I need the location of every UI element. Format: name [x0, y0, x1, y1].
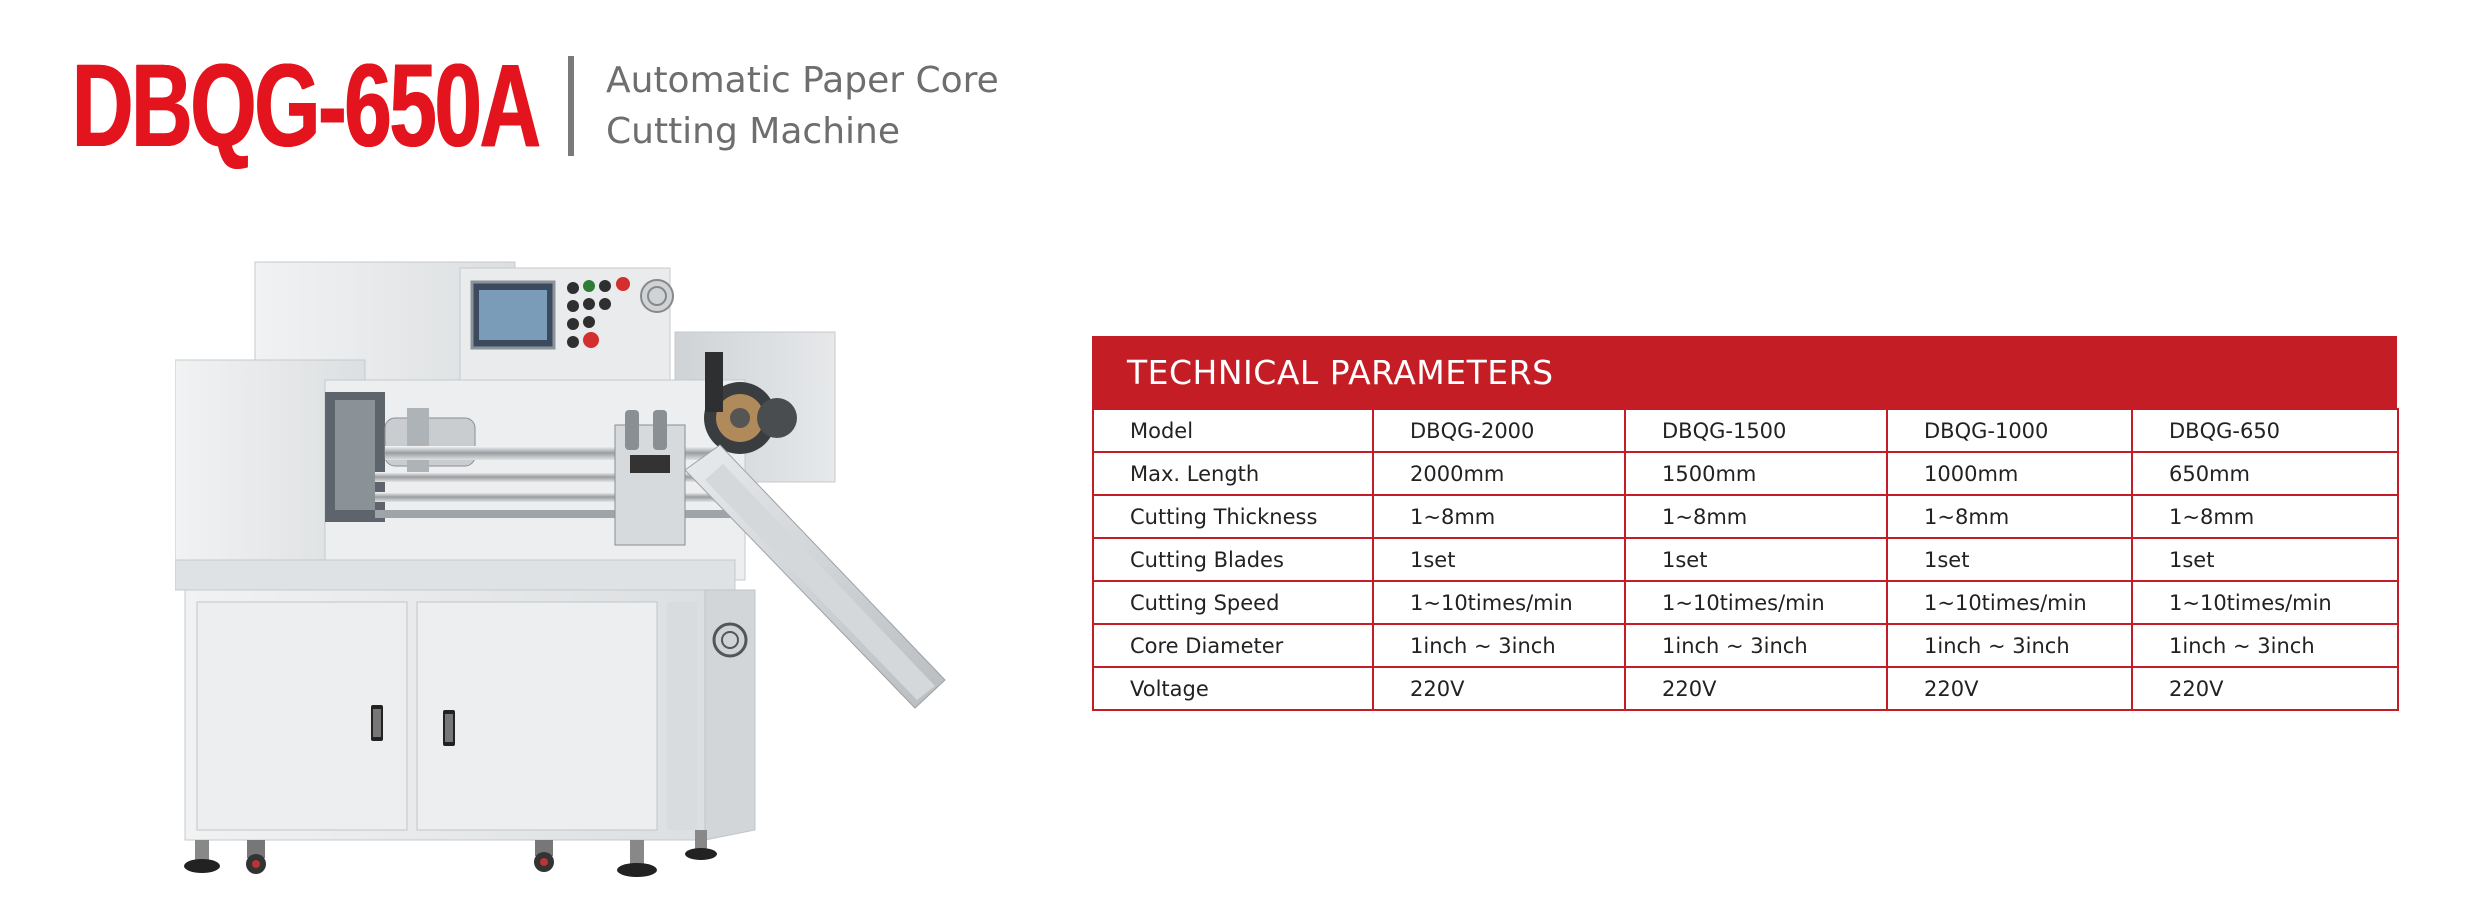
table-cell: 1~10times/min	[1887, 581, 2132, 624]
table-cell: 2000mm	[1373, 452, 1625, 495]
row-label-cutting-speed: Cutting Speed	[1093, 581, 1373, 624]
table-cell: 1~8mm	[2132, 495, 2398, 538]
row-label-model: Model	[1093, 409, 1373, 452]
table-cell: 1inch ~ 3inch	[1373, 624, 1625, 667]
table-cell: DBQG-2000	[1373, 409, 1625, 452]
parameters-title-bar	[1092, 336, 2397, 408]
table-row	[1093, 495, 2398, 538]
row-label-max-length: Max. Length	[1093, 452, 1373, 495]
table-cell: 1~10times/min	[1625, 581, 1887, 624]
table-row	[1093, 538, 2398, 581]
machine-photo	[175, 240, 955, 880]
table-cell: 1inch ~ 3inch	[2132, 624, 2398, 667]
table-cell: DBQG-650	[2132, 409, 2398, 452]
table-cell: 1set	[1887, 538, 2132, 581]
table-row	[1093, 452, 2398, 495]
product-name-line-2: Cutting Machine	[606, 111, 900, 152]
table-cell: 1500mm	[1625, 452, 1887, 495]
table-cell: 1~10times/min	[2132, 581, 2398, 624]
table-cell: 1~8mm	[1625, 495, 1887, 538]
table-cell: DBQG-1500	[1625, 409, 1887, 452]
table-row	[1093, 624, 2398, 667]
product-name	[606, 55, 999, 157]
table-cell: 220V	[2132, 667, 2398, 710]
product-name-line-1: Automatic Paper Core	[606, 60, 999, 101]
row-label-voltage: Voltage	[1093, 667, 1373, 710]
table-cell: 220V	[1625, 667, 1887, 710]
table-cell: 650mm	[2132, 452, 2398, 495]
brand-header	[72, 40, 999, 172]
model-code-title: DBQG-650A	[72, 40, 539, 172]
table-cell: DBQG-1000	[1887, 409, 2132, 452]
parameters-title: TECHNICAL PARAMETERS	[1127, 352, 1554, 392]
table-cell: 1~10times/min	[1373, 581, 1625, 624]
table-cell: 1000mm	[1887, 452, 2132, 495]
row-label-cutting-blades: Cutting Blades	[1093, 538, 1373, 581]
table-cell: 1inch ~ 3inch	[1887, 624, 2132, 667]
table-cell: 1set	[2132, 538, 2398, 581]
table-row	[1093, 409, 2398, 452]
table-cell: 220V	[1373, 667, 1625, 710]
paper-core-cutting-machine-icon	[175, 240, 955, 880]
table-cell: 1~8mm	[1887, 495, 2132, 538]
row-label-cutting-thickness: Cutting Thickness	[1093, 495, 1373, 538]
table-row	[1093, 667, 2398, 710]
parameters-table	[1092, 408, 2399, 711]
row-label-core-diameter: Core Diameter	[1093, 624, 1373, 667]
title-divider	[568, 56, 574, 156]
technical-parameters	[1092, 336, 2397, 711]
table-row	[1093, 581, 2398, 624]
table-cell: 1~8mm	[1373, 495, 1625, 538]
table-cell: 220V	[1887, 667, 2132, 710]
table-cell: 1set	[1625, 538, 1887, 581]
table-cell: 1inch ~ 3inch	[1625, 624, 1887, 667]
table-cell: 1set	[1373, 538, 1625, 581]
